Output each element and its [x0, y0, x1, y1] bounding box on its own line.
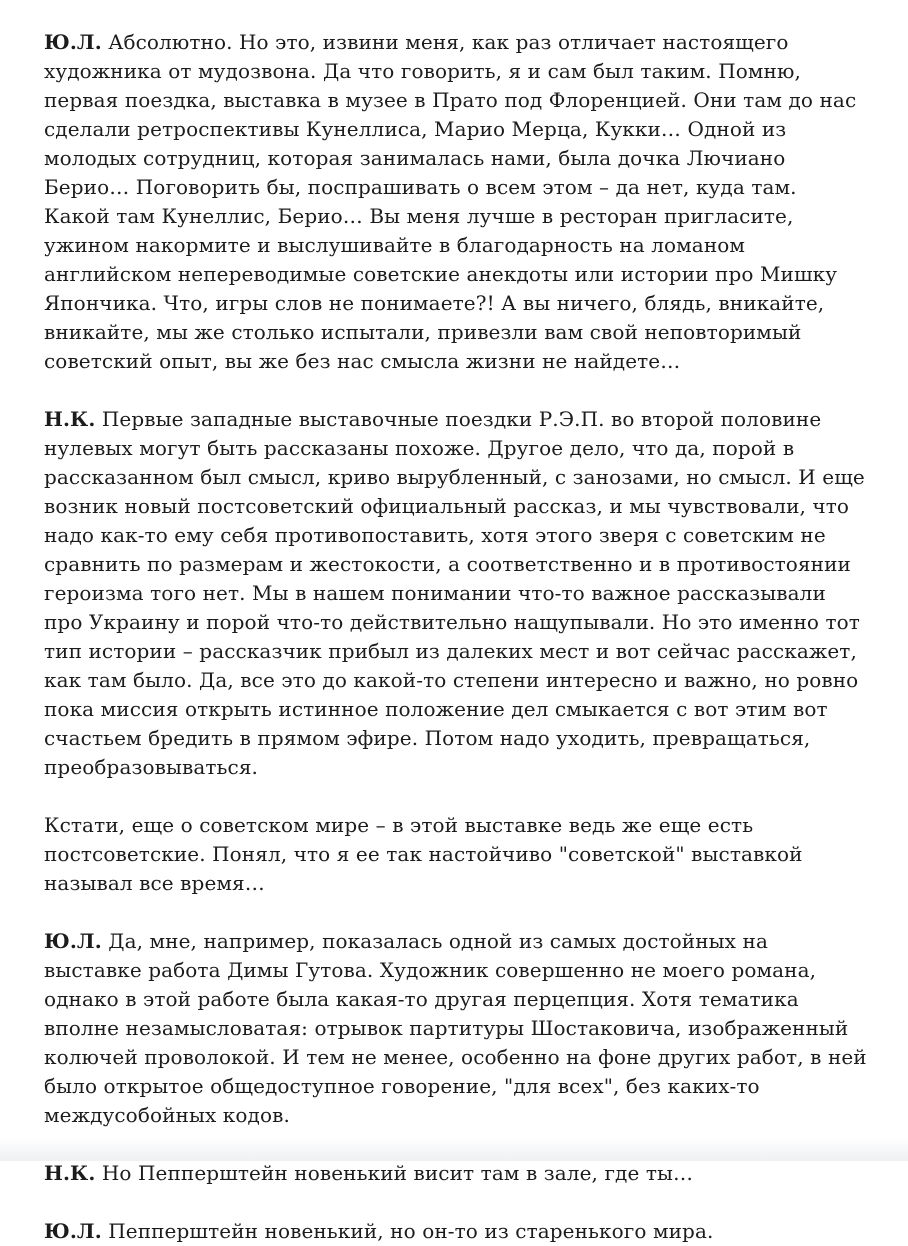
dialogue-paragraph: [44, 811, 868, 898]
speaker-label: Ю.Л.: [44, 929, 102, 953]
dialogue-paragraph: [44, 1159, 868, 1188]
dialogue-paragraph: [44, 28, 868, 376]
dialogue-paragraph: [44, 1217, 868, 1246]
speaker-label: Н.К.: [44, 1161, 96, 1185]
paragraph-text: Пепперштейн новенький, но он-то из старенького мира.: [101, 1219, 714, 1243]
dialogue-paragraph: [44, 405, 868, 782]
paragraph-text: Но Пепперштейн новенький висит там в зале, где ты…: [95, 1161, 694, 1185]
paragraph-text: Первые западные выставочные поездки Р.Э.П. во второй половине нулевых могут быть рассказаны похоже. Другое дело, что да, порой в рассказанном был смысл, криво вырубленный, с занозами, но смысл. И еще возник новый постсоветский официальный рассказ, и мы чувствовали, что надо как-то ему себя противопоставить, хотя этого зверя с советским не сравнить по размерам и жестокости, а соответственно и в противостоянии героизма того нет. Мы в нашем понимании что-то важное рассказывали про Украину и порой что-то действительно нащупывали. Но это именно тот тип истории – рассказчик прибыл из далеких мест и вот сейчас расскажет, как там было. Да, все это до какой-то степени интересно и важно, но ровно пока миссия открыть истинное положение дел смыкается с вот этим вот счастьем бредить в прямом эфире. Потом надо уходить, превращаться, преобразовываться.: [44, 407, 865, 779]
speaker-label: Ю.Л.: [44, 30, 102, 54]
paragraph-text: Да, мне, например, показалась одной из самых достойных на выставке работа Димы Гутова. Художник совершенно не моего романа, однако в этой работе была какая-то другая перцепция. Хотя тематика вполне незамысловатая: отрывок партитуры Шостаковича, изображенный колючей проволокой. И тем не менее, особенно на фоне других работ, в ней было открытое общедоступное говорение, "для всех", без каких-то междусобойных кодов.: [44, 929, 867, 1127]
dialogue-paragraph: [44, 927, 868, 1130]
speaker-label: Ю.Л.: [44, 1219, 102, 1243]
speaker-label: Н.К.: [44, 407, 96, 431]
paragraph-text: Абсолютно. Но это, извини меня, как раз отличает настоящего художника от мудозвона. Да что говорить, я и сам был таким. Помню, первая поездка, выставка в музее в Прато под Флоренцией. Они там до нас сделали ретроспективы Кунеллиса, Марио Мерца, Кукки… Одной из молодых сотрудниц, которая занималась нами, была дочка Лючиано Берио… Поговорить бы, поспрашивать о всем этом – да нет, куда там. Какой там Кунеллис, Берио… Вы меня лучше в ресторан пригласите, ужином накормите и выслушивайте в благодарность на ломаном английском непереводимые советские анекдоты или истории про Мишку Япончика. Что, игры слов не понимаете?! А вы ничего, блядь, вникайте, вникайте, мы же столько испытали, привезли вам свой неповторимый советский опыт, вы же без нас смысла жизни не найдете…: [44, 30, 857, 373]
paragraph-text: Кстати, еще о советском мире – в этой выставке ведь же еще есть постсоветские. Понял, что я ее так настойчиво "советской" выставкой называл все время…: [44, 813, 803, 895]
